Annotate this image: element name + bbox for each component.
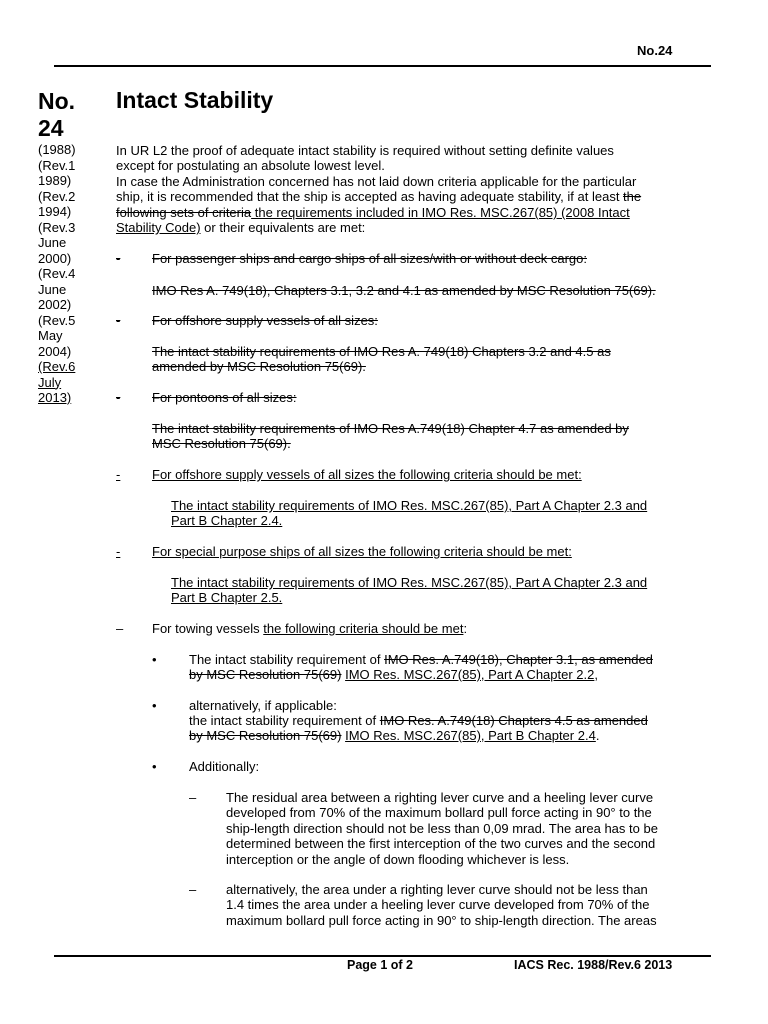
sub-item-line: maximum bollard pull force acting in 90° to ship-length direction. The areas [226,913,657,928]
rev-line: (Rev.5 [38,312,76,328]
header-rule [54,65,711,67]
deleted-item-heading: For offshore supply vessels of all sizes: [152,313,378,328]
rev-line: June [38,235,67,250]
sub-item-line: interception or the angle of down flooding whichever is less. [226,852,570,867]
list-dash: - [116,313,121,328]
deleted-item-text: The intact stability requirements of IMO Res A. 749(18) Chapters 3.2 and 4.5 as [152,344,611,359]
rev-line: (Rev.3 [38,219,76,235]
bullet: • [152,759,157,774]
sub-item-line: alternatively, the area under a righting lever curve should not be less than [226,882,648,897]
added-item-text: Part B Chapter 2.4. [171,513,283,528]
header-doc-number: No.24 [637,43,673,58]
intro-line: ship, it is recommended that the ship is accepted as having adequate stability, if at least the [116,189,642,204]
sub-item-line: determined between the first interception of the two curves and the second [226,836,656,851]
sub-item-line: 1.4 times the area under a heeling lever curve developed from 70% of the [226,897,650,912]
towing-heading: For towing vessels the following criteria should be met: [152,621,468,636]
list-dash: – [116,621,124,636]
towing-item-line: Additionally: [189,759,260,774]
towing-item-line: the intact stability requirement of IMO Res. A.749(18) Chapters 4.5 as amended [189,713,648,728]
sub-item-line: developed from 70% of the maximum bollard pull force acting in 90° to the [226,805,652,820]
towing-item-line: by MSC Resolution 75(69) IMO Res. MSC.267(85), Part B Chapter 2.4. [189,728,600,743]
list-dash: - [116,251,121,266]
list-dash: – [189,790,197,805]
deleted-item-heading: For pontoons of all sizes: [152,390,297,405]
rev-line: (Rev.1 [38,157,76,173]
added-item-text: The intact stability requirements of IMO Res. MSC.267(85), Part A Chapter 2.3 and [171,575,648,590]
intro-line: following sets of criteria the requirements included in IMO Res. MSC.267(85) (2008 Intact [116,205,630,220]
rev-line: 1994) [38,204,72,219]
towing-item-line: The intact stability requirement of IMO Res. A.749(18), Chapter 3.1, as amended [189,652,653,667]
deleted-item-text: IMO Res A. 749(18), Chapters 3.1, 3.2 and 4.1 as amended by MSC Resolution 75(69). [152,283,656,298]
document-title: Intact Stability [116,87,274,113]
intro-line: except for postulating an absolute lowest level. [116,158,385,173]
added-item-heading: For special purpose ships of all sizes the following criteria should be met: [152,544,572,559]
rev-line: (Rev.2 [38,188,76,204]
rev-line: 2000) [38,250,72,266]
intro-line: Stability Code) or their equivalents are met: [116,220,366,235]
footer-reference: IACS Rec. 1988/Rev.6 2013 [514,958,673,972]
bullet: • [152,698,157,713]
added-item-text: The intact stability requirements of IMO Res. MSC.267(85), Part A Chapter 2.3 and [171,498,648,513]
list-dash: - [116,467,121,482]
intro-line: In UR L2 the proof of adequate intact stability is required without setting definite values [116,143,614,158]
deleted-item-text: amended by MSC Resolution 75(69). [152,359,366,374]
rev-line-new: July [38,374,62,390]
added-item-text: Part B Chapter 2.5. [171,590,283,605]
list-dash: - [116,390,121,405]
rev-line: June [38,281,67,297]
towing-item-line: by MSC Resolution 75(69) IMO Res. MSC.267(85), Part A Chapter 2.2, [189,667,598,682]
added-item-heading: For offshore supply vessels of all sizes the following criteria should be met: [152,467,582,482]
intro-line: In case the Administration concerned has not laid down criteria applicable for the particular [116,174,637,189]
rev-line: 2002) [38,297,72,312]
rec-number-label: No. [38,88,76,114]
rev-line: 1989) [38,173,72,188]
deleted-item-text: The intact stability requirements of IMO Res A.749(18) Chapter 4.7 as amended by [152,421,629,436]
rev-line: (Rev.4 [38,266,76,281]
list-dash: – [189,882,197,897]
page-number: Page 1 of 2 [347,958,413,972]
rev-line: (1988) [38,142,76,157]
revision-column [38,88,113,406]
rev-line-new: (Rev.6 [38,359,76,374]
deleted-item-text: MSC Resolution 75(69). [152,436,291,451]
footer-rule [54,955,711,957]
rev-line: May [38,328,63,343]
bullet: • [152,652,157,667]
sub-item-line: ship-length direction should not be less than 0,09 mrad. The area has to be [226,821,658,836]
list-dash: - [116,544,121,559]
towing-item-line: alternatively, if applicable: [189,698,337,713]
sub-item-line: The residual area between a righting lever curve and a heeling lever curve [226,790,654,805]
rev-line-new: 2013) [38,390,72,405]
rec-number-value: 24 [38,115,64,141]
rev-line: 2004) [38,343,72,359]
deleted-item-heading: For passenger ships and cargo ships of all sizes/with or without deck cargo: [152,251,587,266]
